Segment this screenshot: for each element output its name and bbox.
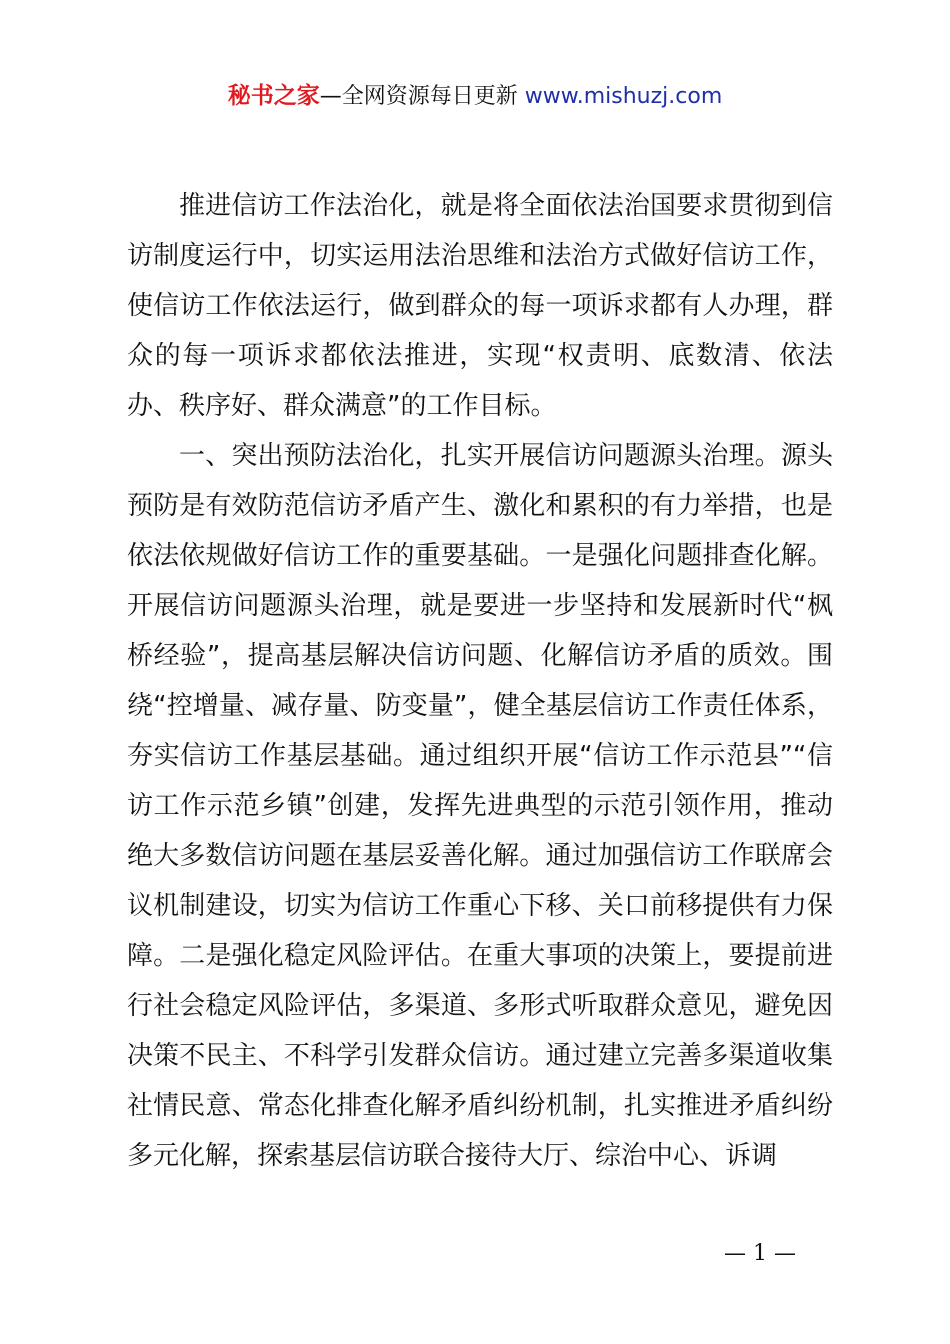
page-header <box>0 80 950 113</box>
paragraph-intro: 推进信访工作法治化，就是将全面依法治国要求贯彻到信访制度运行中，切实运用法治思维和法治方式做好信访工作，使信访工作依法运行，做到群众的每一项诉求都有人办理，群众的每一项诉求都依法推进，实现“权责明、底数清、依法办、秩序好、群众满意”的工作目标。 <box>127 191 833 421</box>
website-url: www.mishuzj.com <box>524 84 723 109</box>
paragraph-section-one: 一、突出预防法治化，扎实开展信访问题源头治理。源头预防是有效防范信访矛盾产生、激化和累积的有力举措，也是依法依规做好信访工作的重要基础。一是强化问题排查化解。开展信访问题源头治理，就是要进一步坚持和发展新时代“枫桥经验”，提高基层解决信访问题、化解信访矛盾的质效。围绕“控增量、减存量、防变量”，健全基层信访工作责任体系，夯实信访工作基层基础。通过组织开展“信访工作示范县”“信访工作示范乡镇”创建，发挥先进典型的示范引领作用，推动绝大多数信访问题在基层妥善化解。通过加强信访工作联席会议机制建设，切实为信访工作重心下移、关口前移提供有力保障。二是强化稳定风险评估。在重大事项的决策上，要提前进行社会稳定风险评估，多渠道、多形式听取群众意见，避免因决策不民主、不科学引发群众信访。通过建立完善多渠道收集社情民意、常态化排查化解矛盾纠纷机制，扎实推进矛盾纠纷多元化解，探索基层信访联合接待大厅、综治中心、诉调 <box>127 441 833 1171</box>
document-body <box>127 181 833 1181</box>
header-slogan: —全网资源每日更新 <box>319 84 518 109</box>
page-number: — 1 — <box>724 1241 796 1266</box>
brand-name: 秘书之家 <box>227 83 320 109</box>
